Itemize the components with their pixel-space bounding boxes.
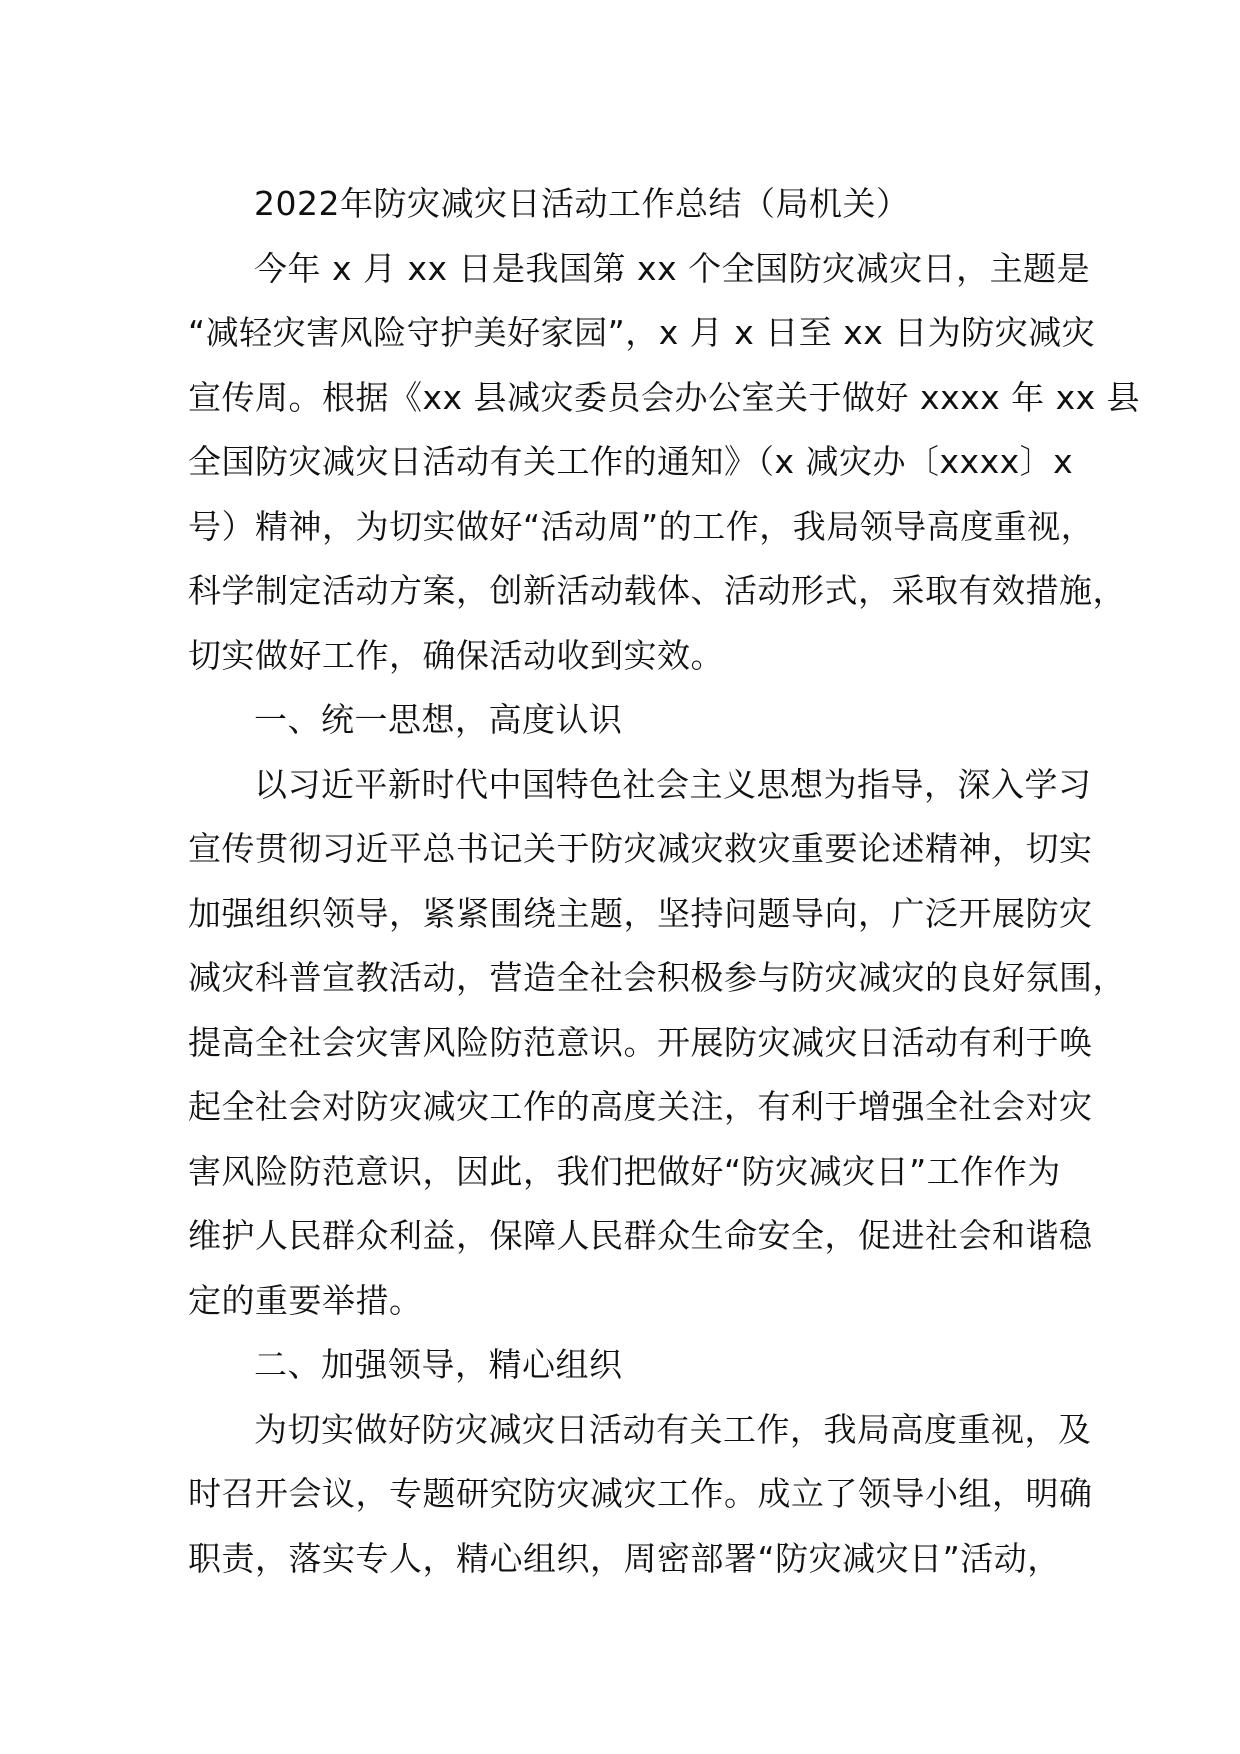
text-line: 全国防灾减灾日活动有关工作的通知》（x 减灾办〔xxxx〕x bbox=[188, 442, 1074, 481]
text-line: 时召开会议，专题研究防灾减灾工作。成立了领导小组，明确 bbox=[188, 1474, 1093, 1513]
text-line: 切实做好工作，确保活动收到实效。 bbox=[188, 635, 724, 675]
text-line: 宣传周。根据《xx 县减灾委员会办公室关于做好 xxxx 年 xx 县 bbox=[188, 377, 1141, 417]
text-line: “减轻灾害风险守护美好家园”，x 月 x 日至 xx 日为防灾减灾 bbox=[188, 313, 1096, 352]
text-line: 加强组织领导，紧紧围绕主题，坚持问题导向，广泛开展防灾 bbox=[188, 893, 1093, 933]
text-line: 提高全社会灾害风险防范意识。开展防灾减灾日活动有利于唤 bbox=[188, 1022, 1093, 1062]
text-line: 二、加强领导，精心组织 bbox=[254, 1345, 623, 1384]
text-line: 维护人民群众利益，保障人民群众生命安全，促进社会和谐稳 bbox=[188, 1216, 1093, 1255]
text-line: 定的重要举措。 bbox=[188, 1280, 423, 1320]
document-text bbox=[188, 237, 1141, 1592]
text-line: 为切实做好防灾减灾日活动有关工作，我局高度重视，及 bbox=[254, 1409, 1092, 1449]
text-line: 起全社会对防灾减灾工作的高度关注，有利于增强全社会对灾 bbox=[188, 1087, 1093, 1126]
text-line: 宣传贯彻习近平总书记关于防灾减灾救灾重要论述精神，切实 bbox=[188, 829, 1093, 868]
text-line: 号）精神，为切实做好“活动周”的工作，我局领导高度重视， bbox=[188, 506, 1095, 546]
text-line: 减灾科普宣教活动，营造全社会积极参与防灾减灾的良好氛围， bbox=[188, 958, 1126, 997]
text-line: 一、统一思想，高度认识 bbox=[254, 700, 623, 739]
text-line: 以习近平新时代中国特色社会主义思想为指导，深入学习 bbox=[254, 764, 1092, 804]
document-title: 2022年防灾减灾日活动工作总结（局机关） bbox=[254, 184, 910, 223]
text-line: 科学制定活动方案，创新活动载体、活动形式，采取有效措施， bbox=[188, 571, 1126, 610]
text-line: 害风险防范意识，因此，我们把做好“防灾减灾日”工作作为 bbox=[188, 1151, 1061, 1191]
text-line: 今年 x 月 xx 日是我国第 xx 个全国防灾减灾日，主题是 bbox=[254, 248, 1091, 288]
document-body bbox=[188, 172, 1141, 1591]
text-line: 职责，落实专人，精心组织，周密部署“防灾减灾日”活动， bbox=[188, 1538, 1061, 1578]
